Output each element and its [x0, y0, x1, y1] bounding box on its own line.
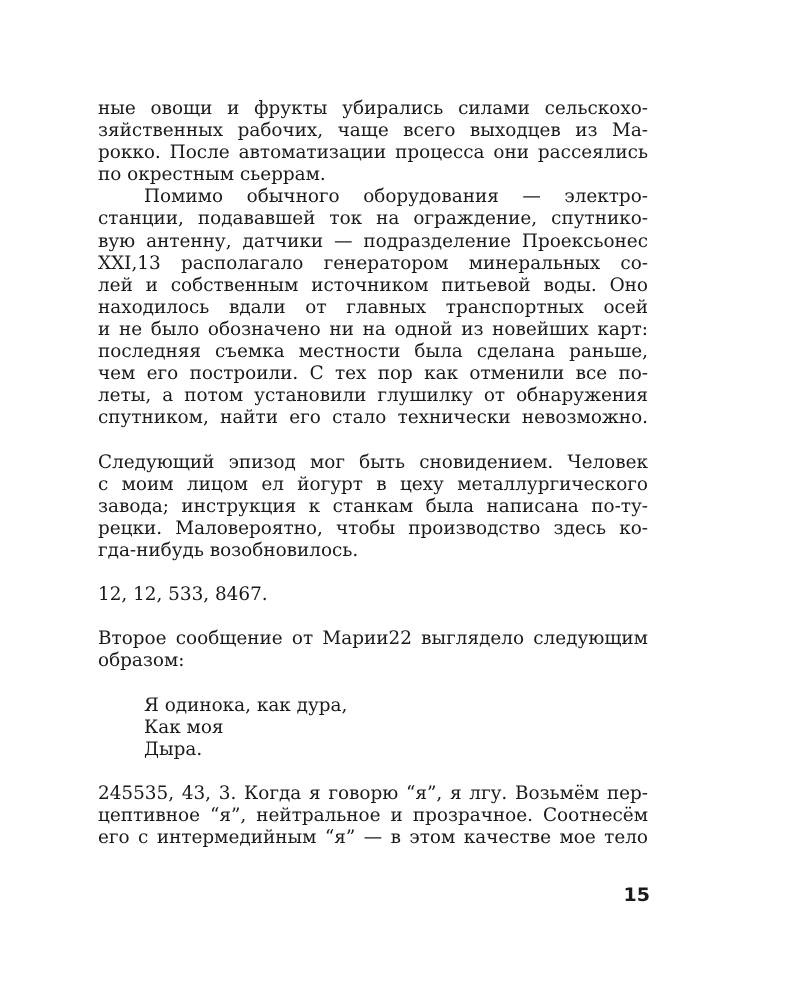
text-line: 245535, 43, 3. Когда я говорю “я”, я лгу. Возьмём пер- [98, 782, 648, 804]
text-line: станции, подававшей ток на ограждение, спутнико- [98, 208, 648, 230]
text-line: рокко. После автоматизации процесса они рассеялись [98, 142, 648, 164]
text-line: последняя съемка местности была сделана раньше, [98, 341, 648, 363]
text-line: гда-нибудь возобновилось. [98, 539, 359, 561]
text-line: находилось вдали от главных транспортных осей [98, 296, 648, 318]
text-line: Помимо обычного оборудования — электро- [144, 186, 648, 208]
text-line: ные овощи и фрукты убирались силами сельскохо- [98, 98, 648, 119]
text-line: завода; инструкция к станкам была написана по-ту- [98, 495, 648, 517]
text-line: чем его построили. С тех пор как отменили все по- [98, 363, 648, 385]
paragraph-5 [98, 783, 648, 849]
page-number: 15 [623, 884, 650, 906]
poem-line: Как моя [144, 716, 224, 738]
text-line: его с интермедийным “я” — в этом качестве мое тело [98, 827, 648, 849]
numbers-paragraph [98, 584, 648, 606]
section-break [98, 761, 648, 783]
section-break [98, 606, 648, 628]
poem-line: Я одинока, как дура, [144, 694, 348, 716]
paragraph-1 [98, 98, 648, 186]
poem [98, 695, 648, 761]
text-line: цептивное “я”, нейтральное и прозрачное. Соотнесём [98, 805, 648, 826]
text-line: лей и собственным источником питьевой воды. Оно [98, 274, 648, 296]
paragraph-4 [98, 628, 648, 672]
text-line: Второе сообщение от Марии22 выглядело следующим [98, 628, 648, 650]
paragraph-3 [98, 452, 648, 562]
text-line: XXI,13 располагало генератором минеральных со- [98, 252, 648, 274]
text-line: и не было обозначено ни на одной из новейших карт: [98, 318, 648, 340]
text-line: леты, а потом установили глушилку от обнаружения [98, 385, 648, 407]
text-line: по окрестным сьеррам. [98, 164, 326, 186]
text-line: образом: [98, 650, 185, 672]
poem-line: Дыра. [144, 738, 203, 760]
section-break [98, 429, 648, 451]
text-line: Следующий эпизод мог быть сновидением. Человек [98, 451, 648, 473]
text-line: спутником, найти его стало технически невозможно. [98, 407, 648, 429]
text-line: рецки. Маловероятно, чтобы производство здесь ко- [98, 517, 648, 539]
text-line: зяйственных рабочих, чаще всего выходцев из Ма- [98, 120, 648, 142]
section-break [98, 562, 648, 584]
section-break [98, 672, 648, 694]
text-line: с моим лицом ел йогурт в цеху металлургического [98, 473, 648, 495]
numbers-line: 12, 12, 533, 8467. [98, 584, 268, 606]
book-page [98, 98, 648, 849]
text-line: вую антенну, датчики — подразделение Проексьонес [98, 230, 648, 252]
paragraph-2 [98, 186, 648, 429]
